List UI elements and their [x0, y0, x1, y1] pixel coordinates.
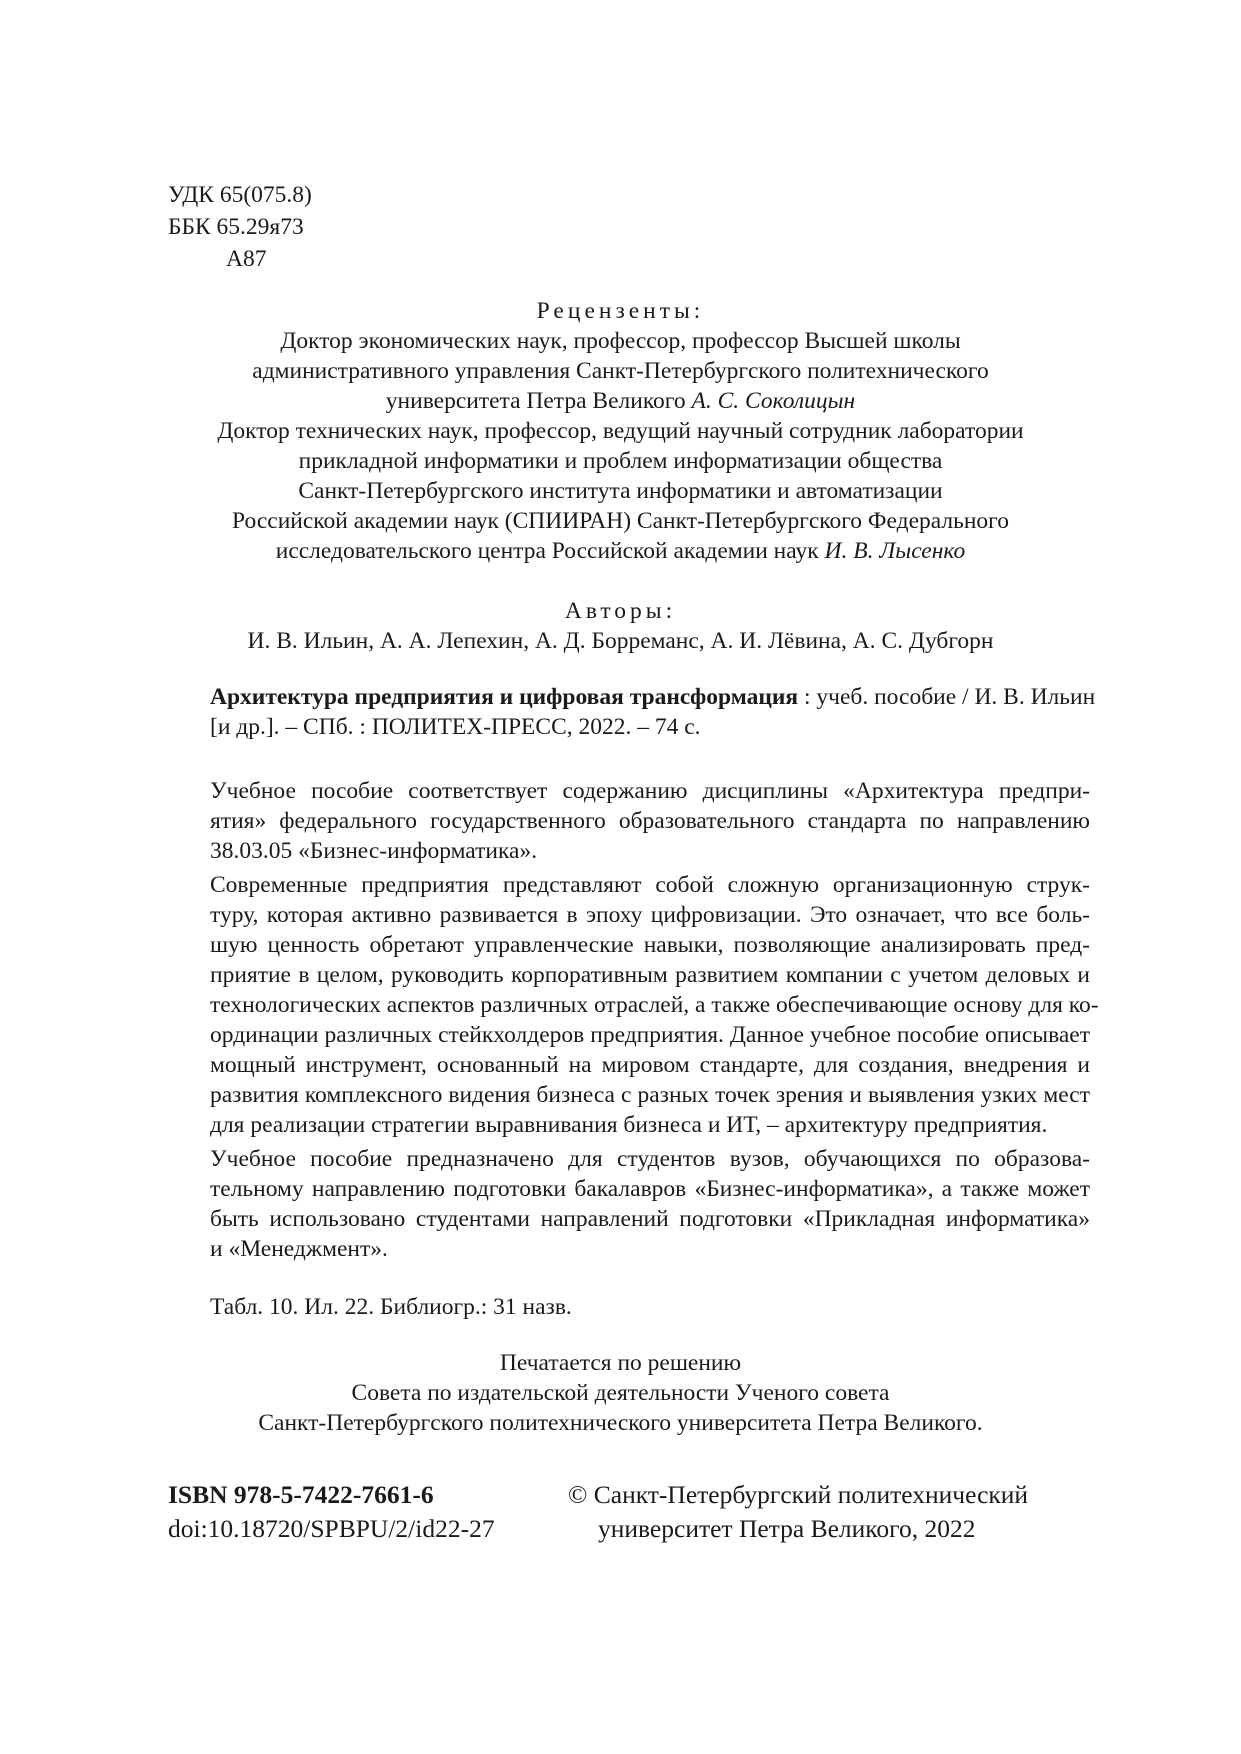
abstract-p2-line: технологических аспектов различных отраслей, а также обеспечивающие основу для ко-: [210, 992, 1099, 1018]
abstract-p2-line: Современные предприятия представляют собой сложную организационную струк-: [210, 872, 1090, 898]
reviewers-heading: Рецензенты:: [536, 298, 705, 324]
reviewer-2-line-1: Доктор технических наук, профессор, ведущий научный сотрудник лаборатории: [217, 418, 1024, 444]
abstract-p3-line: быть использовано студентами направлений подготовки «Прикладная информатика»: [210, 1206, 1090, 1232]
abstract-p2-line: мощный инструмент, основанный на мировом стандарте, для создания, внедрения и: [210, 1052, 1090, 1078]
citation-line-1: [210, 682, 1096, 712]
citation-details: : учеб. пособие / И. В. Ильин: [798, 684, 1096, 710]
reviewer-2-line-5: [0, 536, 1241, 566]
reviewer-2-line-2: прикладной информатики и проблем информатизации общества: [298, 448, 943, 474]
abstract-p3-line: и «Менеджмент».: [210, 1236, 388, 1262]
author-sign-code: А87: [226, 246, 267, 272]
doi: doi:10.18720/SPBPU/2/id22-27: [168, 1514, 495, 1543]
abstract-p2-line: приятие в целом, руководить корпоративным развитием компании с учетом деловых и: [210, 962, 1090, 988]
reviewer-1-affiliation: университета Петра Великого: [385, 388, 692, 414]
abstract-p2-line: туру, которая активно развивается в эпоху цифровизации. Это означает, что все боль-: [210, 902, 1090, 928]
reviewer-2-line-3: Санкт-Петербургского института информатики и автоматизации: [298, 478, 943, 504]
bbk-code: ББК 65.29я73: [168, 214, 304, 240]
udk-code: УДК 65(075.8): [168, 182, 312, 208]
copyright-line-2: университет Петра Великого, 2022: [598, 1514, 976, 1543]
abstract-p2-line: развития комплексного видения бизнеса с разных точек зрения и выявления узких мест: [210, 1082, 1090, 1108]
approval-line-2: Совета по издательской деятельности Ученого совета: [351, 1380, 890, 1406]
abstract-p1-line: Учебное пособие соответствует содержанию дисциплины «Архитектура предпри-: [210, 778, 1090, 804]
copyright-line-1: © Санкт-Петербургский политехнический: [568, 1480, 1029, 1509]
authors-list: И. В. Ильин, А. А. Лепехин, А. Д. Борреманс, А. И. Лёвина, А. С. Дубгорн: [247, 628, 994, 654]
abstract-p3-line: Учебное пособие предназначено для студентов вузов, обучающихся по образова-: [210, 1146, 1090, 1172]
book-title: Архитектура предприятия и цифровая трансформация: [210, 684, 799, 710]
citation-line-2: [и др.]. – СПб. : ПОЛИТЕХ-ПРЕСС, 2022. – 74 с.: [210, 714, 701, 740]
book-stats: Табл. 10. Ил. 22. Библиогр.: 31 назв.: [210, 1294, 572, 1320]
abstract-p2-line: для реализации стратегии выравнивания бизнеса и ИТ, – архитектуру предприятия.: [210, 1112, 1048, 1138]
abstract-p2-line: ординации различных стейкхолдеров предприятия. Данное учебное пособие описывает: [210, 1022, 1090, 1048]
approval-line-3: Санкт-Петербургского политехнического университета Петра Великого.: [258, 1410, 983, 1436]
reviewer-1-line-1: Доктор экономических наук, профессор, профессор Высшей школы: [280, 328, 961, 354]
authors-heading: Авторы:: [564, 598, 677, 624]
isbn: ISBN 978-5-7422-7661-6: [168, 1480, 434, 1509]
abstract-p3-line: тельному направлению подготовки бакалавров «Бизнес-информатика», а также может: [210, 1176, 1090, 1202]
reviewer-2-affiliation: исследовательского центра Российской академии наук: [275, 538, 825, 564]
reviewer-2-line-4: Российской академии наук (СПИИРАН) Санкт-Петербургского Федерального: [232, 508, 1009, 534]
reviewer-1-name: А. С. Соколицын: [691, 388, 856, 414]
abstract-p1-line: 38.03.05 «Бизнес-информатика».: [210, 838, 538, 864]
reviewer-1-line-2: административного управления Санкт-Петербургского политехнического: [252, 358, 989, 384]
approval-line-1: Печатается по решению: [499, 1350, 742, 1376]
abstract-p2-line: шую ценность обретают управленческие навыки, позволяющие анализировать пред-: [210, 932, 1090, 958]
abstract-p1-line: ятия» федерального государственного образовательного стандарта по направлению: [210, 808, 1090, 834]
reviewer-1-line-3: [0, 386, 1241, 416]
reviewer-2-name: И. В. Лысенко: [824, 538, 966, 564]
